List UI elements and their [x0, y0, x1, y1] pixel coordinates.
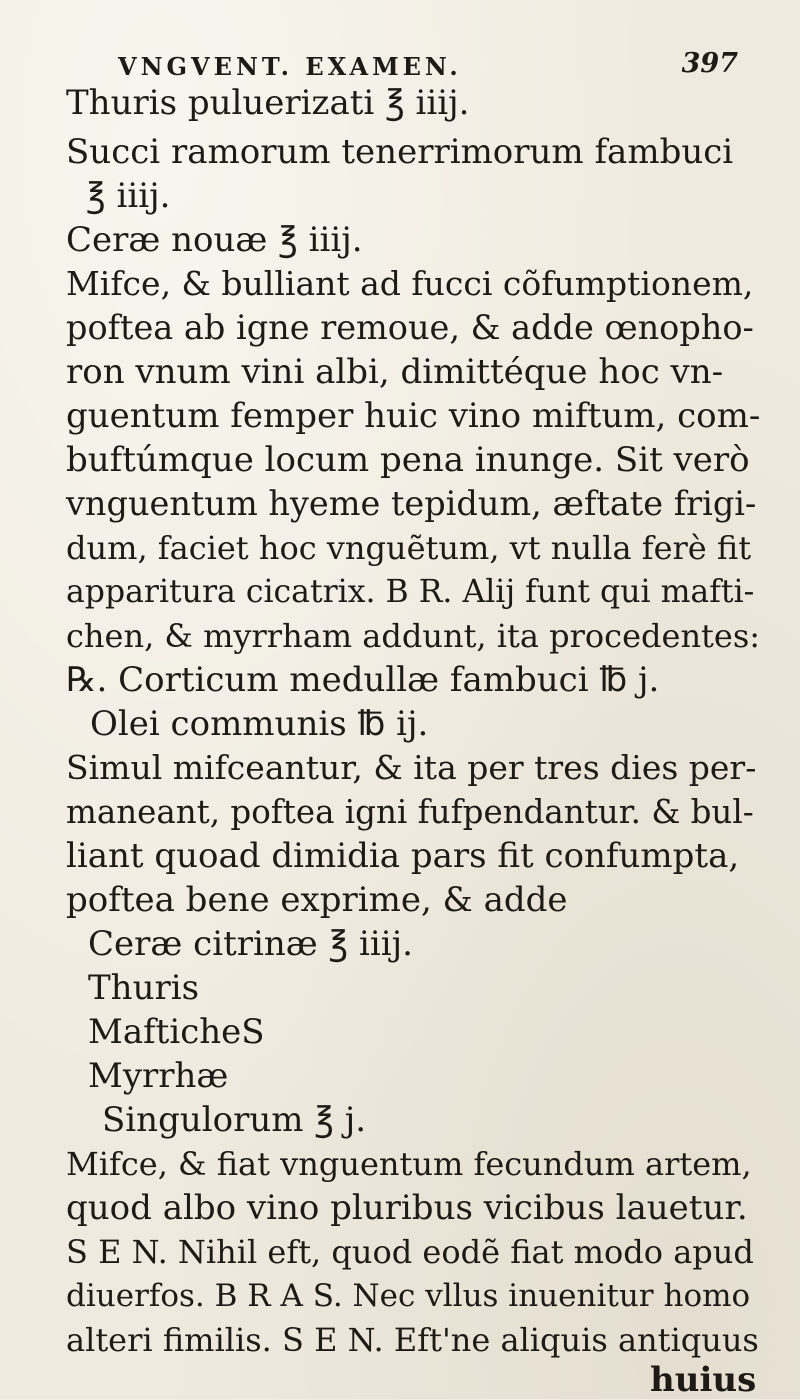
text-line: Ceræ citrinæ ℥ iiij.: [88, 924, 413, 964]
text-line: poftea ab igne remoue, & adde œnopho-: [66, 308, 754, 347]
text-line: chen, & myrrham addunt, ita procedentes:: [66, 617, 761, 655]
text-line: guentum femper huic vino miftum, com-: [66, 396, 761, 436]
text-line: Mifce, & bulliant ad fucci cõfumptionem,: [66, 264, 754, 303]
running-head: [118, 48, 738, 88]
text-line: vnguentum hyeme tepidum, æftate frigi-: [66, 484, 757, 523]
text-line: Myrrhæ: [88, 1056, 229, 1096]
text-line: diuerfos. B R A S. Nec vllus inuenitur homo: [66, 1278, 751, 1314]
text-line: apparitura cicatrix. B R. Alij funt qui mafti-: [66, 574, 755, 610]
text-line: liant quoad dimidia pars fit confumpta,: [66, 836, 740, 876]
page-number: 397: [681, 48, 738, 79]
text-line: ℥ iiij.: [86, 176, 171, 216]
text-line: alteri fimilis. S E N. Eft'ne aliquis antiquus: [66, 1321, 759, 1359]
running-title: VNGVENT. EXAMEN.: [118, 52, 462, 81]
text-line: dum, faciet hoc vnguẽtum, vt nulla ferè fit: [66, 529, 752, 567]
text-line: Thuris puluerizati ℥ iiij.: [66, 83, 470, 123]
text-line: Succi ramorum tenerrimorum fambuci: [66, 132, 734, 172]
catchword: huius: [650, 1360, 757, 1400]
text-line: ℞. Corticum medullæ fambuci ℔ j.: [66, 660, 660, 700]
text-line: Mifce, & fiat vnguentum fecundum artem,: [66, 1145, 752, 1183]
text-line: Singulorum ℥ j.: [102, 1100, 367, 1140]
text-line: ron vnum vini albi, dimittéque hoc vn-: [66, 352, 724, 392]
text-line: Ceræ nouæ ℥ iiij.: [66, 220, 363, 260]
text-line: MafticheS: [88, 1012, 265, 1052]
text-line: Simul mifceantur, & ita per tres dies per-: [66, 748, 757, 787]
text-line: buftúmque locum pena inunge. Sit verò: [66, 440, 750, 480]
text-line: maneant, poftea igni fufpendantur. & bul-: [66, 793, 754, 831]
text-line: quod albo vino pluribus vicibus lauetur.: [66, 1188, 748, 1228]
text-line: S E N. Nihil eft, quod eodẽ fiat modo apud: [66, 1233, 754, 1271]
text-line: Thuris: [88, 968, 200, 1008]
text-line: poftea bene exprime, & adde: [66, 880, 568, 920]
text-line: Olei communis ℔ ij.: [90, 704, 429, 744]
